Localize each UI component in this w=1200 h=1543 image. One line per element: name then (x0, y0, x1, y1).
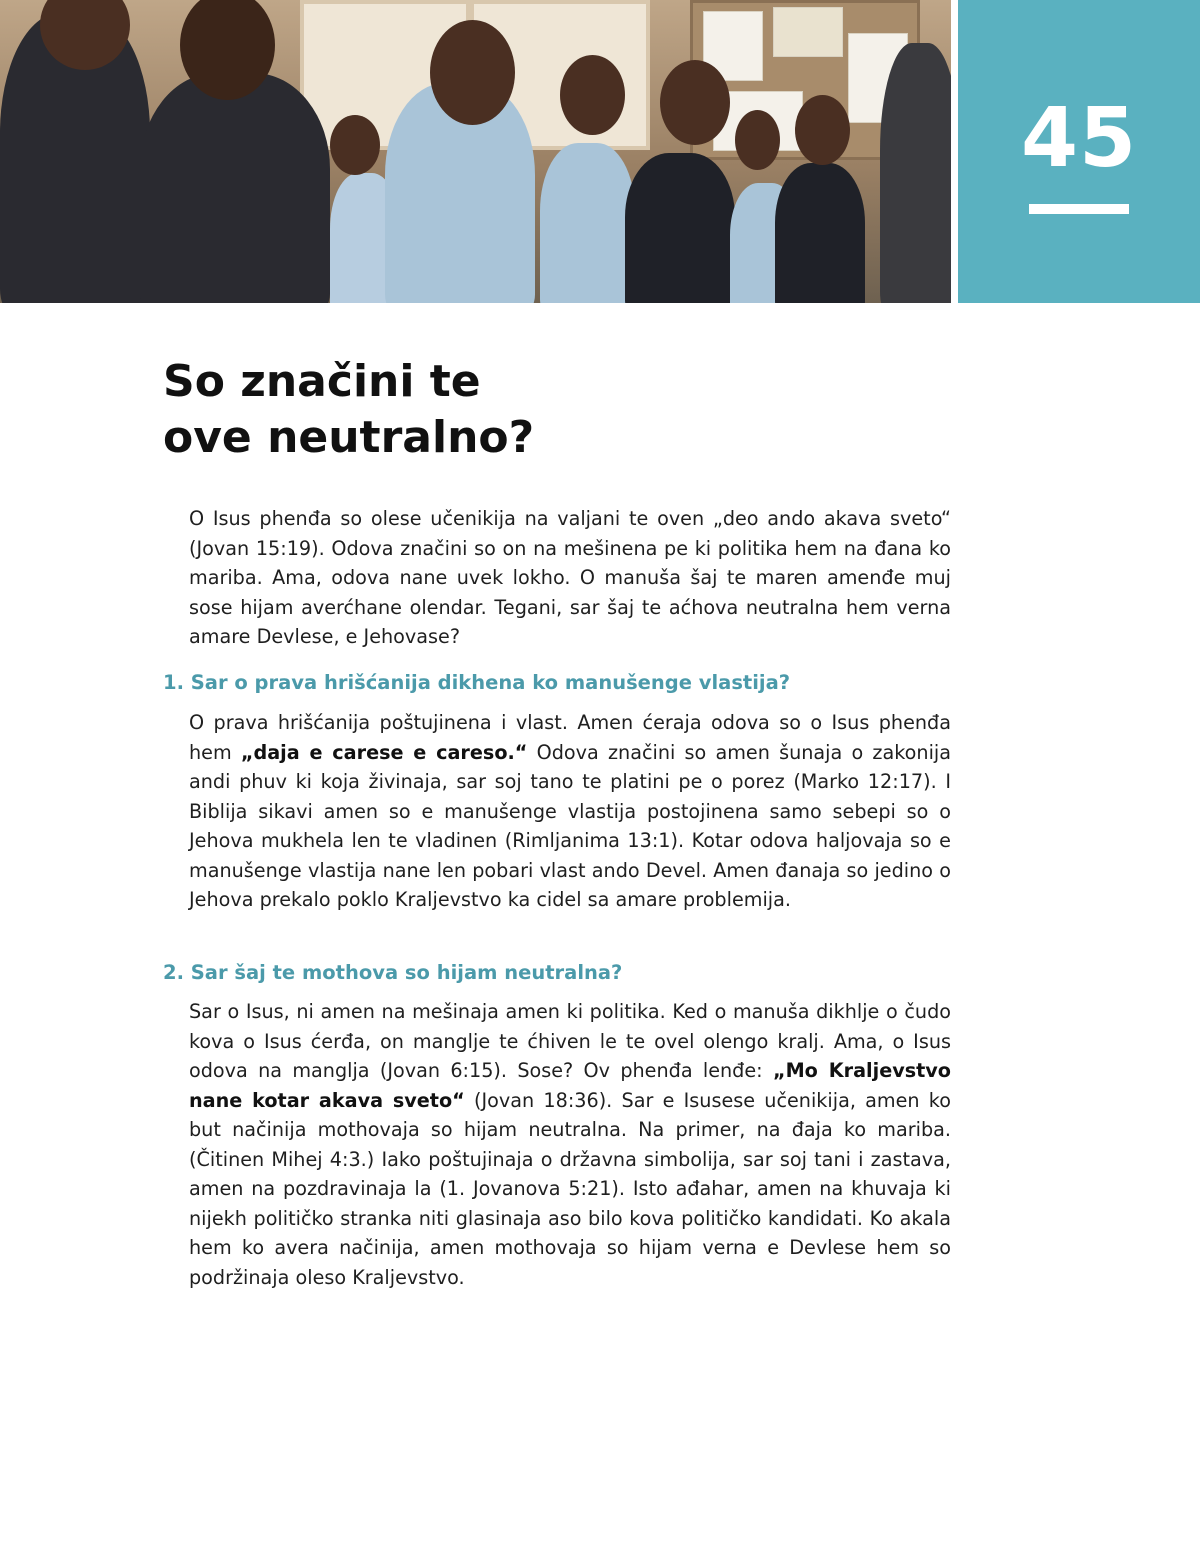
title-line-2: ove neutralno? (163, 412, 535, 463)
title-line-1: So značini te (163, 356, 481, 407)
intro-paragraph: O Isus phenđa so olese učenikija na valjani te oven „deo ando akava sveto“ (Jovan 15:19). Odova značini so on na mešinena pe ki politika hem na đana ko mariba. Ama, odova nane uvek lokho. O manuša šaj te maren amenđe muj sose hijam averćhane olendar. Tegani, sar šaj te aćhova neutralna hem verna amare Devlese, e Jehovase? (189, 507, 951, 648)
answer-1-text-a: O prava hrišćanija poštujinena i vlast. Amen ćeraja odova so o Isus phenđa hem (189, 711, 951, 764)
page-title (163, 354, 923, 466)
chapter-tab (958, 0, 1200, 303)
question-2: 2. Sar šaj te mothova so hijam neutralna? (163, 961, 623, 984)
answer-2-text-b: (Jovan 18:36). Sar e Isusese učenikija, amen ko but načinija mothovaja so hijam neutralna. Na primer, na đaja ko mariba. (Čitinen Mihej 4:3.) Iako poštujinaja o državna simbolija, sar soj tani i zastava, amen na pozdravinaja la (1. Jovanova 5:21). Isto ađahar, amen na khuvaja ki nijekh političko stranka niti glasinaja aso bilo kova političko kandidati. Ko akala hem ko avera načinija, amen mothovaja so hijam verna e Devlese hem so podržinaja oleso Kraljevstvo. (189, 1088, 951, 1289)
answer-1-emphasis: „daja e carese e careso.“ (240, 740, 528, 764)
question-1: 1. Sar o prava hrišćanija dikhena ko manušenge vlastija? (163, 671, 791, 694)
chapter-underline (1029, 204, 1129, 214)
header-photo (0, 0, 951, 303)
answer-1 (189, 708, 951, 915)
answer-2 (189, 997, 951, 1292)
answer-2-text-a: Sar o Isus, ni amen na mešinaja amen ki politika. Ked o manuša dikhlje o čudo kova o Isus ćerđa, on manglje te ćhiven le te ovel olengo kralj. Ama, o Isus odova na manglja (Jovan 6:15). Sose? Ov phenđa lenđe: (189, 1000, 951, 1082)
chapter-number: 45 (1020, 91, 1138, 186)
answer-2-emphasis: „Mo Kraljevstvo nane kotar akava sveto“ (189, 1059, 951, 1112)
answer-1-text-b: Odova značini so amen šunaja o zakonija andi phuv ki koja živinaja, sar soj tano te platini pe o porez (Marko 12:17). I Biblija sikavi amen so e manušenge vlastija postojinena samo sebepi so o Jehova mukhela len te vladinen (Rimljanima 13:1). Kotar odova haljovaja so e manušenge vlastija nane len pobari vlast ando Devel. Amen đanaja so jedino o Jehova prekalo poklo Kraljevstvo ka cidel sa amare problemija. (189, 740, 951, 911)
